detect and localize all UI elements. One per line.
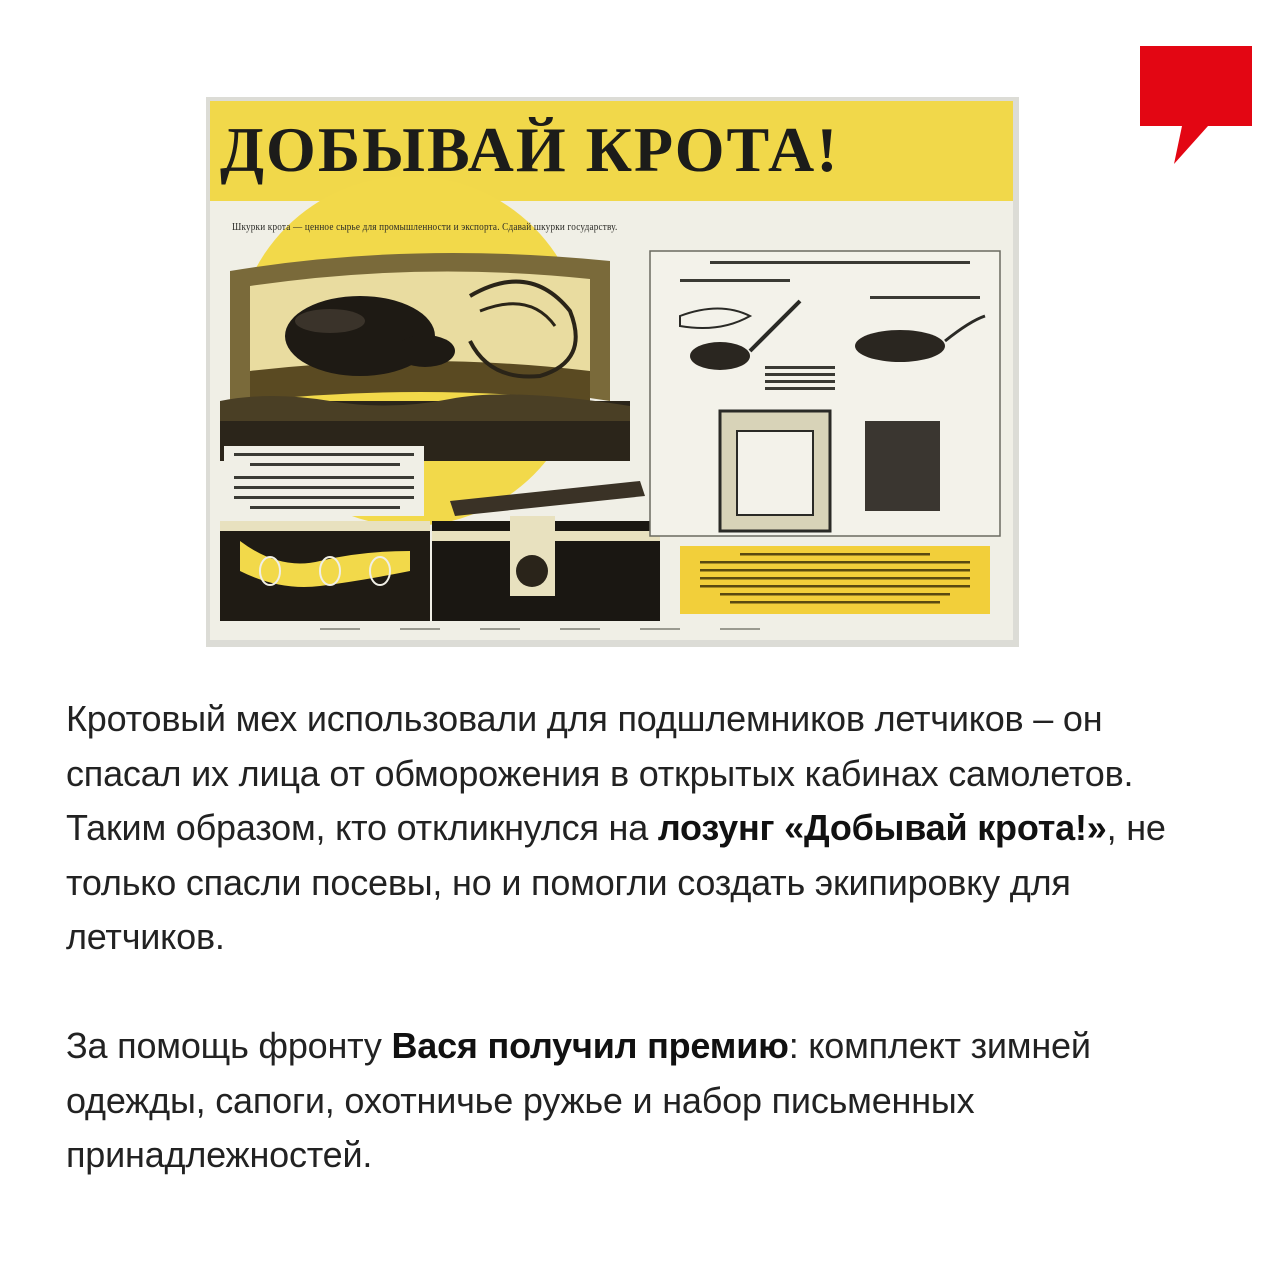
paragraph-2-text-b: : комплект зимней одежды, сапоги, охотничье ружье и набор письменных принадлежностей. <box>66 1025 1091 1175</box>
poster-subtitle: Шкурки крота — ценное сырье для промышленности и экспорта. Сдавай шкурки государству. <box>232 222 618 233</box>
article-text <box>66 692 1216 1183</box>
paragraph-2-bold: Вася получил премию <box>391 1025 789 1066</box>
paragraph-1-bold: лозунг «Добывай крота!» <box>657 807 1107 848</box>
paragraph-1 <box>66 692 1216 965</box>
paragraph-2 <box>66 1019 1216 1183</box>
poster <box>210 101 1013 640</box>
speech-bubble-logo-icon <box>1140 46 1252 164</box>
poster-photo <box>206 97 1019 647</box>
poster-title: ДОБЫВАЙ КРОТА! <box>220 114 840 185</box>
paragraph-1-text-a: Кротовый мех использовали для подшлемников летчиков – он спасал их лица от обморожения в открытых кабинах самолетов. Таким образом, кто откликнулся на <box>66 698 1134 848</box>
paragraph-1-text-b: , не только спасли посевы, но и помогли создать экипировку для летчиков. <box>66 807 1166 957</box>
paragraph-2-text-a: За помощь фронту <box>66 1025 392 1066</box>
